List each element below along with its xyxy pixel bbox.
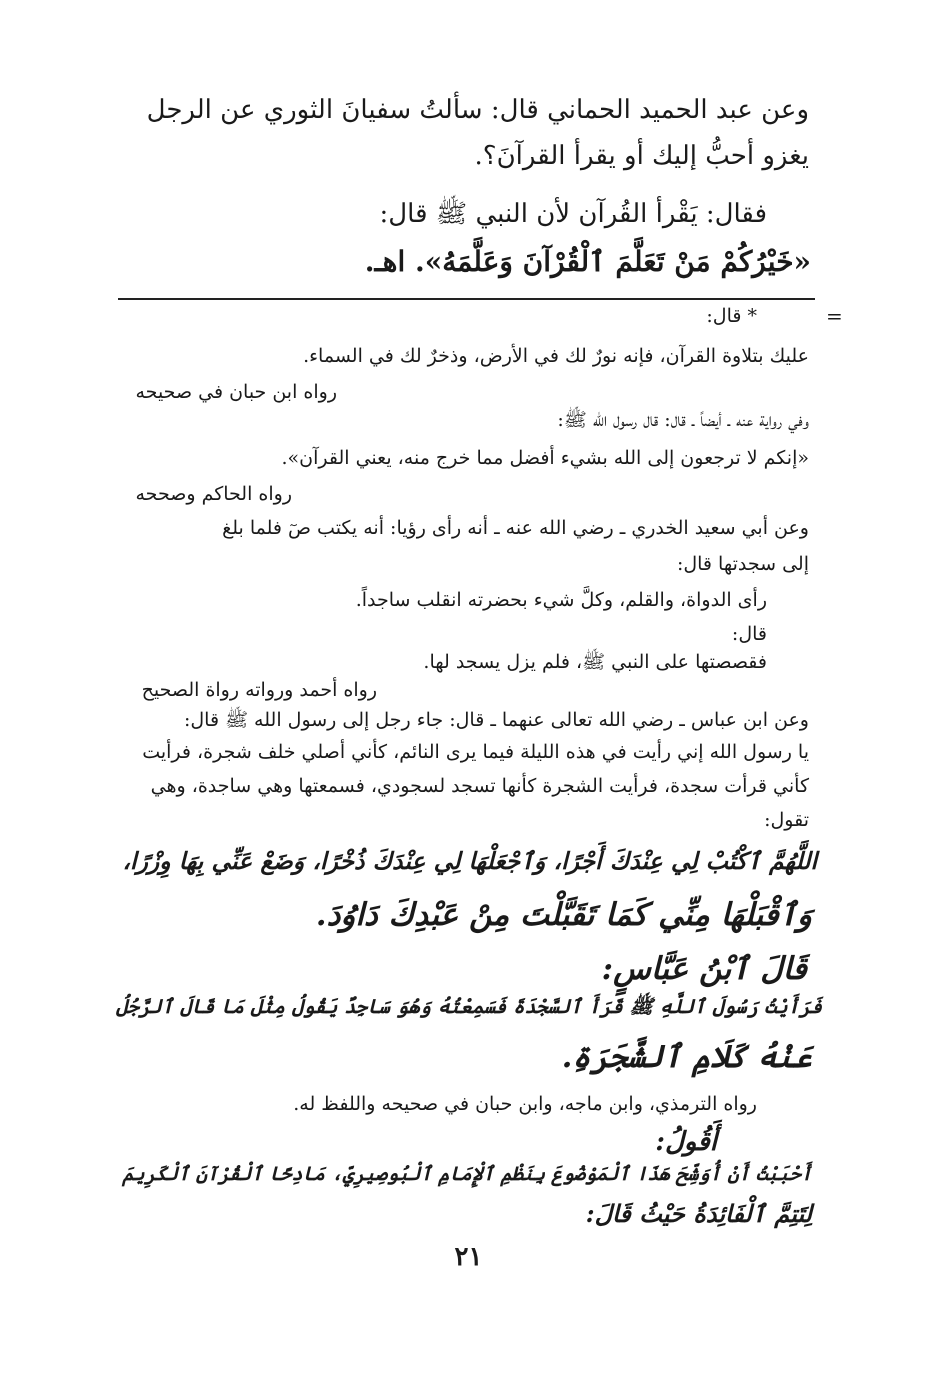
calligraphy-line: عَنْهُ كَلَامِ ٱلشَّجَرَةِ. <box>561 1039 812 1075</box>
footnote-line: تقول: <box>764 809 809 831</box>
source-note: رواه الترمذي، وابن ماجه، وابن حبان في صحيحه واللفظ له. <box>293 1093 757 1115</box>
footnote-line: وفي رواية عنه ـ أيضاً ـ قال: قال رسول الله ﷺ: <box>557 409 809 431</box>
page-number: ٢١ <box>454 1242 483 1272</box>
body-line: فقال: يَقْرأ القُرآن لأن النبي ﷺ قال: <box>379 199 767 229</box>
footnote-line: إلى سجدتها قال: <box>676 553 809 575</box>
footnote-line: * قال: <box>706 305 757 327</box>
body-line: وعن عبد الحميد الحماني قال: سألتُ سفيانَ الثوري عن الرجل <box>146 95 809 125</box>
footnote-line: رأى الدواة، والقلم، وكلَّ شيء بحضرته انقلب ساجداً. <box>355 589 767 611</box>
footnote-line: رواه ابن حبان في صحيحه <box>135 381 337 403</box>
closing-line: أَحْبَبْتُ أَنْ أُوَشِّحَ هَذَا ٱلْمَوْضُوعَ بِنَظْمِ ٱلْإِمَامِ ٱلْبُوصِيرِيِّ، مَادِحًا ٱلْقُرْآنَ ٱلْكَرِيمَ <box>122 1163 812 1185</box>
closing-line: لِتَتِمَّ ٱلْفَائِدَةُ حَيْثُ قَالَ: <box>585 1199 812 1228</box>
hadith-quote: «خَيْرُكُمْ مَنْ تَعَلَّمَ ٱلْقُرْآنَ وَعَلَّمَهُ». اهـ. <box>364 245 811 278</box>
footnote-line: يا رسول الله إني رأيت في هذه الليلة فيما يرى النائم، كأني أصلي خلف شجرة، فرأيت <box>142 741 809 763</box>
calligraphy-line: فَرَأَيْتُ رَسُولَ ٱللَّهِ ﷺ قَرَأَ ٱلسَّجْدَةَ فَسَمِعْتُهُ وَهُوَ سَاجِدٌ يَقُولُ مِثْلَ مَا قَالَ ٱلرَّجُلُ <box>116 995 822 1018</box>
footnote-line: قال: <box>731 623 767 645</box>
calligraphy-line: اللَّهُمَّ ٱكْتُبْ لِي عِنْدَكَ أَجْرًا، وَٱجْعَلْهَا لِي عِنْدَكَ ذُخْرًا، وَضَعْ عَنِّي بِهَا وِزْرًا، <box>122 847 817 875</box>
continuation-mark: = <box>826 304 843 328</box>
footnote-line: «إنكم لا ترجعون إلى الله بشيء أفضل مما خرج منه، يعني القرآن». <box>281 447 809 469</box>
calligraphy-line: قَالَ ٱبْنُ عَبَّاسٍ: <box>601 951 807 987</box>
footnote-line: وعن أبي سعيد الخدري ـ رضي الله عنه ـ أنه رأى رؤيا: أنه يكتب صٓ فلما بلغ <box>222 517 809 539</box>
calligraphy-line: وَٱقْبَلْهَا مِنِّي كَمَا تَقَبَّلْتَ مِنْ عَبْدِكَ دَاوُدَ. <box>315 897 812 933</box>
footnote-line: رواه الحاكم وصححه <box>135 483 292 505</box>
footnote-separator <box>118 298 815 300</box>
footnote-line: كأني قرأت سجدة، فرأيت الشجرة كأنها تسجد لسجودي، فسمعتها وهي ساجدة، وهي <box>150 775 809 797</box>
body-line: يغزو أحبُّ إليك أو يقرأ القرآنَ؟. <box>474 141 809 171</box>
footnote-line: فقصصتها على النبي ﷺ، فلم يزل يسجد لها. <box>423 651 767 673</box>
closing-line: أَقُولُ: <box>655 1127 717 1157</box>
footnote-line: رواه أحمد ورواته رواة الصحيح <box>141 679 377 701</box>
footnote-line: وعن ابن عباس ـ رضي الله تعالى عنهما ـ قال: جاء رجل إلى رسول الله ﷺ قال: <box>183 709 809 731</box>
footnote-line: عليك بتلاوة القرآن، فإنه نورٌ لك في الأرض، وذخرٌ لك في السماء. <box>303 345 809 367</box>
